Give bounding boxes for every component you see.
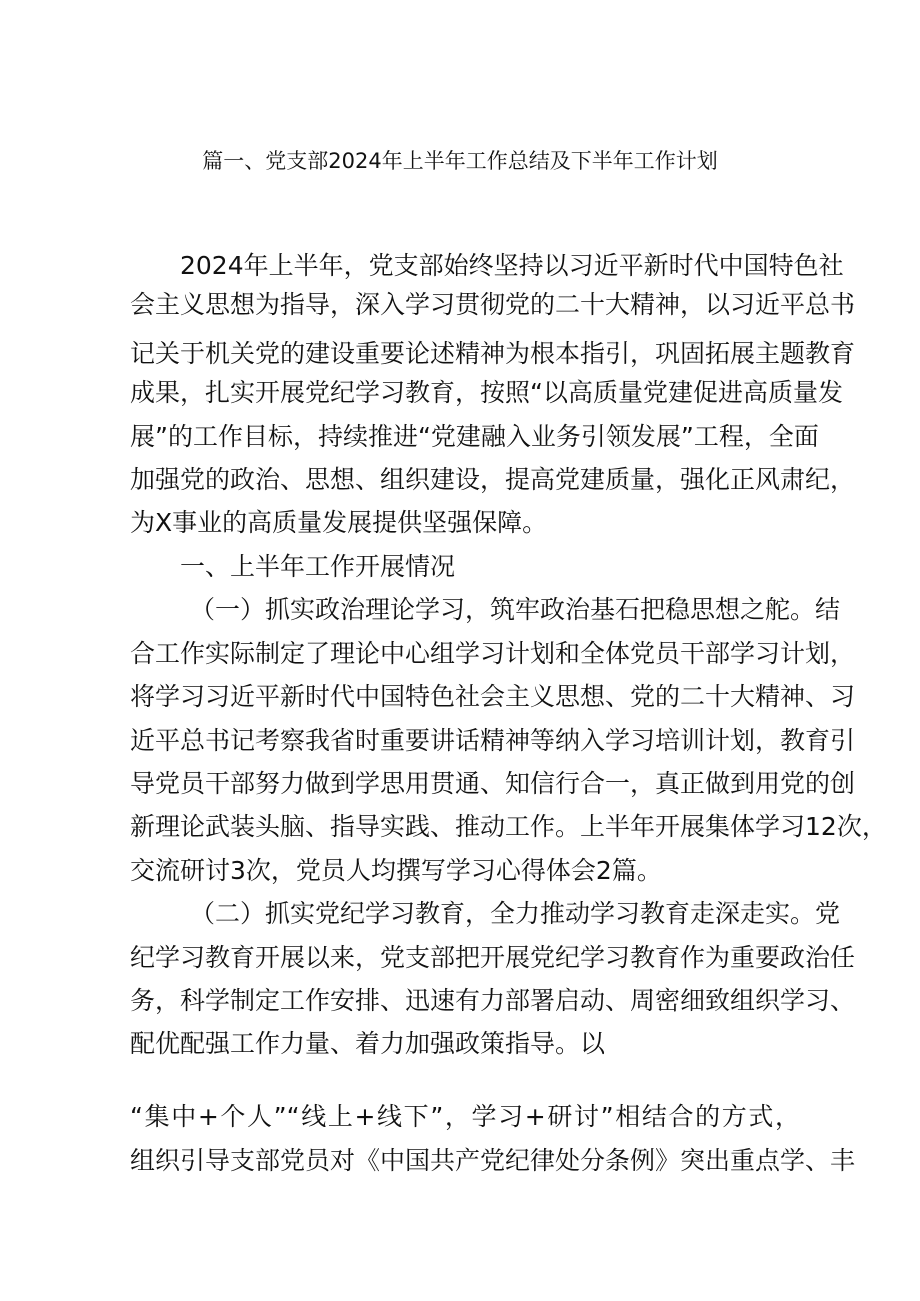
paragraph-line: 新理论武装头脑、指导实践、推动工作。上半年开展集体学习12次， — [130, 812, 887, 841]
paragraph-line: 导党员干部努力做到学思用贯通、知信行合一，真正做到用党的创 — [130, 769, 856, 798]
paragraph-line: 交流研讨3次，党员人均撰写学习心得体会2篇。 — [130, 856, 662, 885]
paragraph-line: 配优配强工作力量、着力加强政策指导。以 — [130, 1029, 606, 1058]
paragraph-line: 成果，扎实开展党纪学习教育，按照“以高质量党建促进高质量发 — [130, 378, 843, 407]
paragraph-line: 纪学习教育开展以来，党支部把开展党纪学习教育作为重要政治任 — [130, 943, 856, 972]
paragraph-line: “集中+个人”“线上+线下”，学习+研讨”相结合的方式， — [130, 1102, 800, 1131]
paragraph-line: 展”的工作目标，持续推进“党建融入业务引领发展”工程，全面 — [130, 422, 819, 451]
paragraph-line: 合工作实际制定了理论中心组学习计划和全体党员干部学习计划， — [130, 639, 856, 668]
paragraph-line: 记关于机关党的建设重要论述精神为根本指引，巩固拓展主题教育 — [130, 339, 856, 368]
section-heading: 一、上半年工作开展情况 — [180, 552, 456, 581]
paragraph-line: 将学习习近平新时代中国特色社会主义思想、党的二十大精神、习 — [130, 682, 856, 711]
paragraph-line: 加强党的政治、思想、组织建设，提高党建质量，强化正风肃纪， — [130, 465, 856, 494]
paragraph-line: 2024年上半年，党支部始终坚持以习近平新时代中国特色社 — [180, 251, 844, 280]
paragraph-line: 为X事业的高质量发展提供坚强保障。 — [130, 508, 548, 537]
paragraph-line: （一）抓实政治理论学习，筑牢政治基石把稳思想之舵。结 — [190, 595, 841, 624]
document-title: 篇一、党支部2024年上半年工作总结及下半年工作计划 — [202, 149, 718, 173]
paragraph-line: 会主义思想为指导，深入学习贯彻党的二十大精神，以习近平总书 — [130, 290, 856, 319]
paragraph-line: 组织引导支部党员对《中国共产党纪律处分条例》突出重点学、丰 — [130, 1146, 856, 1175]
paragraph-line: （二）抓实党纪学习教育，全力推动学习教育走深走实。党 — [190, 899, 841, 928]
paragraph-line: 近平总书记考察我省时重要讲话精神等纳入学习培训计划，教育引 — [130, 726, 856, 755]
paragraph-line: 务，科学制定工作安排、迅速有力部署启动、周密细致组织学习、 — [130, 986, 856, 1015]
